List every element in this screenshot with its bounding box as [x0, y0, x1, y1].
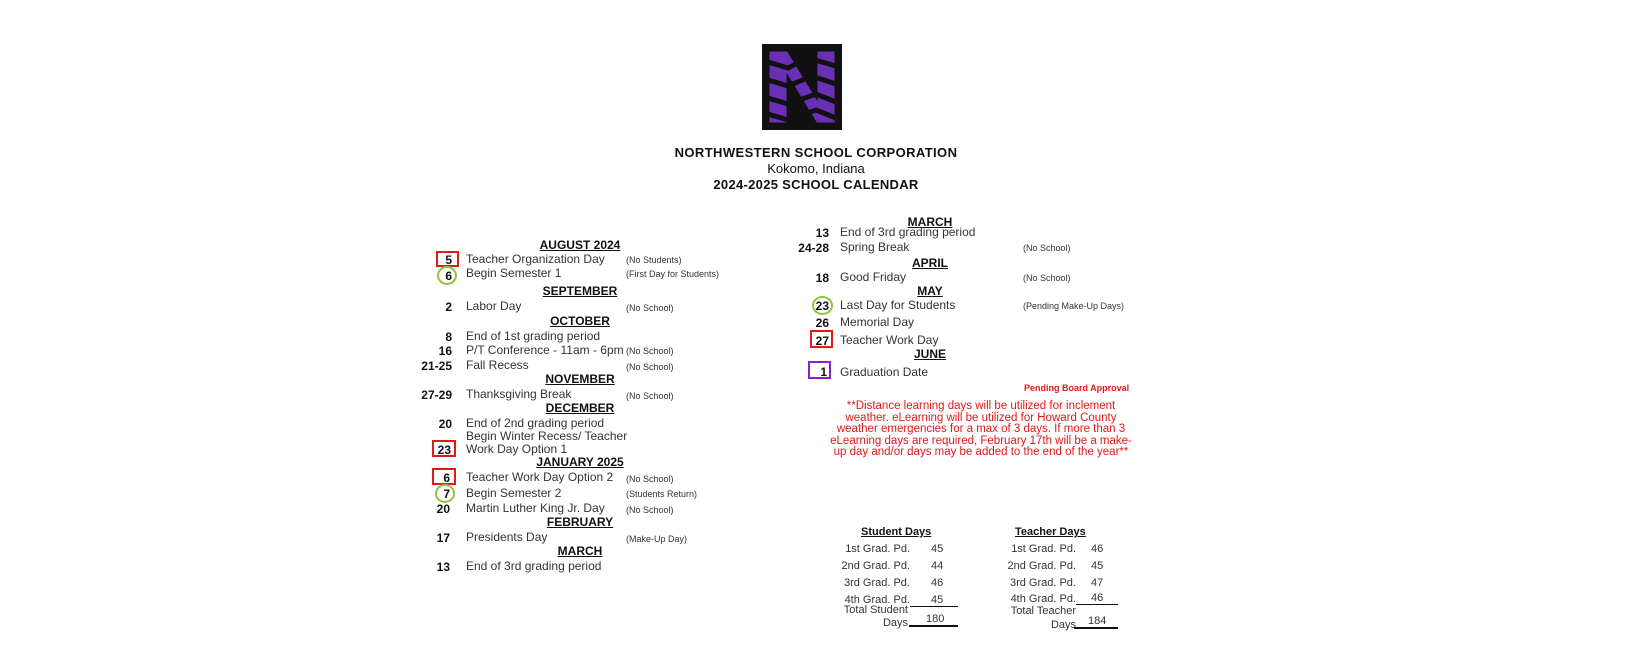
date-number: 23 — [437, 443, 451, 457]
event-label: Labor Day — [466, 299, 522, 313]
event-note: (First Day for Students) — [626, 269, 720, 279]
event-label: End of 1st grading period — [466, 329, 601, 343]
month-june: JUNE — [913, 347, 946, 361]
student-days-title: Student Days — [861, 526, 932, 538]
date-number: 17 — [436, 531, 450, 545]
date-number: 20 — [436, 502, 450, 516]
teacher-days-value: 46 — [1076, 592, 1118, 605]
date-number: 2 — [445, 300, 452, 314]
event-note: (Pending Make-Up Days) — [1023, 301, 1125, 311]
teacher-days-value: 45 — [1091, 560, 1104, 572]
event-note: (No School) — [626, 505, 674, 515]
elearning-note: **Distance learning days will be utilized for inclement weather. eLearning will be utilized for Howard County weather emergencies for a max of 3 days. If more than 3 eLearning days are required, February 17th will be a make-up day and/or days may be added to the end of the year** — [830, 400, 1132, 458]
date-number: 1 — [820, 365, 827, 379]
period-label: 1st Grad. Pd. — [845, 543, 910, 555]
total-label: Days — [1050, 619, 1076, 631]
event-label: Spring Break — [840, 240, 910, 254]
event-note: (No School) — [1023, 273, 1071, 283]
student-days-value: 46 — [931, 577, 944, 589]
teacher-days-total: 184 — [1074, 615, 1118, 629]
event-label: Begin Semester 1 — [466, 266, 562, 280]
student-days-value: 45 — [910, 594, 958, 607]
month-september: SEPTEMBER — [542, 284, 618, 298]
event-note: (Students Return) — [626, 489, 698, 499]
event-label: P/T Conference - 11am - 6pm — [466, 343, 624, 357]
date-number: 24-28 — [798, 241, 829, 255]
event-note: (No School) — [626, 474, 674, 484]
month-march: MARCH — [907, 215, 953, 229]
event-label: Teacher Work Day — [840, 333, 939, 347]
period-label: 4th Grad. Pd. — [1010, 593, 1076, 605]
org-city: Kokomo, Indiana — [767, 161, 865, 176]
event-label: End of 2nd grading period — [466, 416, 605, 430]
event-note: (No Students) — [626, 255, 682, 265]
org-name: NORTHWESTERN SCHOOL CORPORATION — [674, 145, 958, 160]
northwestern-n-logo — [762, 44, 842, 130]
event-label: Memorial Day — [840, 315, 915, 329]
date-number: 6 — [443, 471, 450, 485]
teacher-days-value: 47 — [1091, 577, 1104, 589]
teacher-days-value: 46 — [1091, 543, 1104, 555]
event-note: (No School) — [1023, 243, 1071, 253]
month-january: JANUARY 2025 — [536, 455, 624, 469]
event-label: Work Day Option 1 — [466, 442, 568, 456]
month-march: MARCH — [557, 544, 603, 558]
date-number: 13 — [815, 226, 829, 240]
student-days-total: 180 — [909, 613, 958, 627]
event-label: Graduation Date — [840, 365, 929, 379]
event-label: Thanksgiving Break — [466, 387, 572, 401]
date-number: 7 — [443, 487, 450, 501]
date-number: 16 — [438, 344, 452, 358]
event-label: End of 3rd grading period — [466, 559, 602, 573]
event-label: Teacher Work Day Option 2 — [466, 470, 614, 484]
event-label: Begin Winter Recess/ Teacher — [466, 429, 628, 443]
date-number: 27-29 — [421, 388, 452, 402]
date-number: 23 — [815, 299, 829, 313]
date-number: 13 — [436, 560, 450, 574]
month-november: NOVEMBER — [545, 372, 615, 386]
event-label: Good Friday — [840, 270, 907, 284]
event-label: Martin Luther King Jr. Day — [466, 501, 605, 515]
teacher-days-title: Teacher Days — [1015, 526, 1086, 538]
event-label: Teacher Organization Day — [466, 252, 605, 266]
month-february: FEBRUARY — [546, 515, 614, 529]
period-label: 3rd Grad. Pd. — [1009, 577, 1076, 589]
month-may: MAY — [917, 284, 943, 298]
event-note: (No School) — [626, 303, 674, 313]
period-label: 2nd Grad. Pd. — [1007, 560, 1076, 572]
student-days-value: 44 — [931, 560, 944, 572]
period-label: 1st Grad. Pd. — [1011, 543, 1076, 555]
date-number: 26 — [815, 316, 829, 330]
month-april: APRIL — [912, 256, 948, 270]
pending-board-approval: Pending Board Approval — [1024, 383, 1130, 393]
period-label: 3rd Grad. Pd. — [843, 577, 910, 589]
event-label: Begin Semester 2 — [466, 486, 562, 500]
month-december: DECEMBER — [545, 401, 615, 415]
event-label: Last Day for Students — [840, 298, 956, 312]
event-label: Fall Recess — [466, 358, 529, 372]
event-note: (Make-Up Day) — [626, 534, 688, 544]
date-number: 18 — [815, 271, 829, 285]
left-calendar-column — [400, 225, 760, 583]
date-number: 5 — [445, 253, 452, 267]
total-label: Total Teacher — [1010, 605, 1076, 617]
date-number: 20 — [438, 417, 452, 431]
date-number: 8 — [445, 330, 452, 344]
period-label: 2nd Grad. Pd. — [841, 560, 910, 572]
event-note: (No School) — [626, 346, 674, 356]
event-note: (No School) — [626, 362, 674, 372]
period-label: 4th Grad. Pd. — [844, 594, 910, 606]
event-label: End of 3rd grading period — [840, 225, 976, 239]
total-label: Days — [882, 617, 908, 629]
month-august: AUGUST 2024 — [539, 238, 621, 252]
total-label: Total Student — [843, 604, 908, 616]
date-number: 27 — [815, 334, 829, 348]
student-days-value: 45 — [931, 543, 944, 555]
date-number: 21-25 — [421, 359, 452, 373]
date-number: 6 — [445, 269, 452, 283]
calendar-title: 2024-2025 SCHOOL CALENDAR — [713, 177, 919, 192]
month-october: OCTOBER — [550, 314, 610, 328]
event-label: Presidents Day — [466, 530, 548, 544]
event-note: (No School) — [626, 391, 674, 401]
right-calendar-column — [790, 215, 1160, 405]
